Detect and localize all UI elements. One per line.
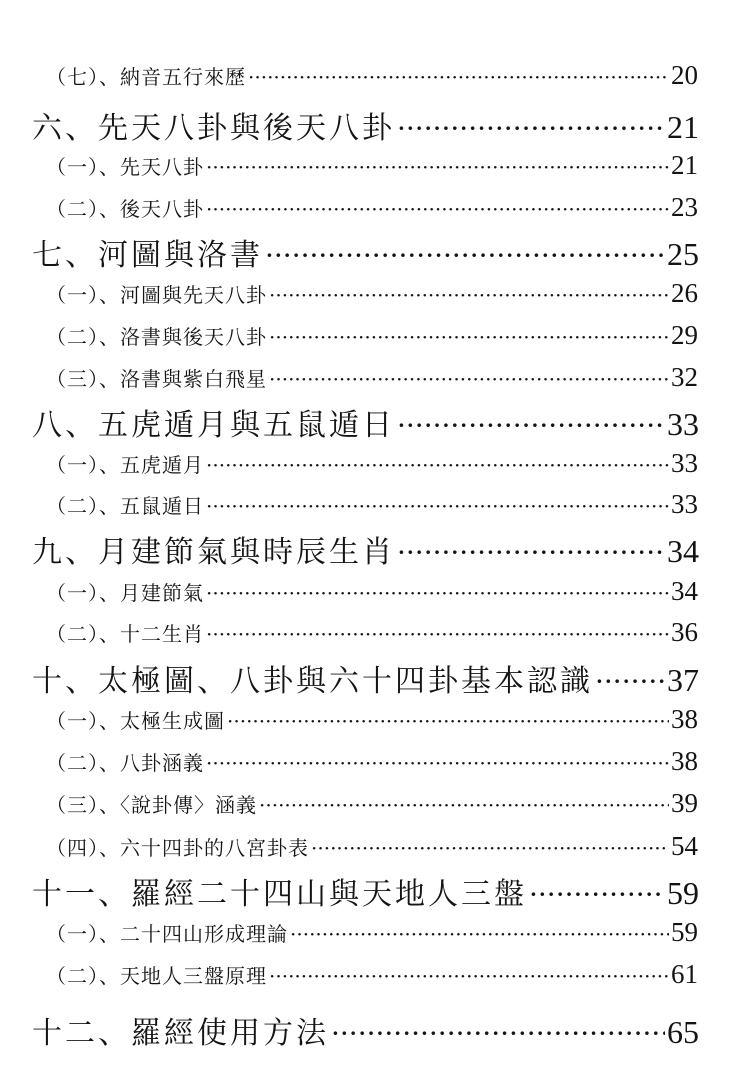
toc-entry-10-3[interactable] <box>46 788 698 819</box>
toc-entry-title: （二）、天地人三盤原理 <box>46 964 267 988</box>
toc-entry-9-2[interactable] <box>46 617 698 648</box>
dot-leader <box>206 197 669 221</box>
toc-entry-page: 32 <box>671 362 698 392</box>
toc-entry-7-1[interactable] <box>46 278 698 309</box>
toc-chapter-page: 37 <box>667 662 699 698</box>
toc-chapter-9[interactable] <box>32 527 699 571</box>
toc-chapter-12[interactable] <box>32 1008 699 1052</box>
toc-entry-title: （二）、五鼠遁日 <box>46 494 204 518</box>
toc-entry-6-1[interactable] <box>46 150 698 181</box>
dot-leader <box>595 664 665 699</box>
dot-leader <box>290 922 669 946</box>
toc-entry-10-4[interactable] <box>46 831 698 862</box>
toc-chapter-page: 21 <box>667 109 699 145</box>
toc-entry-10-1[interactable] <box>46 704 698 735</box>
toc-entry-page: 33 <box>671 489 698 519</box>
dot-leader <box>259 793 669 817</box>
toc-entry-7-7[interactable] <box>46 60 698 91</box>
toc-entry-page: 26 <box>671 278 698 308</box>
toc-chapter-title: 十一、羅經二十四山與天地人三盤 <box>32 877 527 912</box>
toc-entry-page: 21 <box>671 150 698 180</box>
dot-leader <box>269 964 669 988</box>
toc-entry-page: 23 <box>671 192 698 222</box>
dot-leader <box>206 581 669 605</box>
toc-entry-page: 38 <box>671 746 698 776</box>
toc-entry-page: 39 <box>671 788 698 818</box>
dot-leader <box>331 1016 665 1051</box>
toc-chapter-title: 九、月建節氣與時辰生肖 <box>32 535 395 570</box>
toc-entry-page: 34 <box>671 576 698 606</box>
toc-entry-title: （二）、後天八卦 <box>46 197 204 221</box>
toc-entry-title: （一）、太極生成圖 <box>46 709 225 733</box>
toc-entry-title: （一）、二十四山形成理論 <box>46 922 288 946</box>
toc-entry-title: （二）、十二生肖 <box>46 622 204 646</box>
toc-entry-8-2[interactable] <box>46 489 698 520</box>
toc-chapter-title: 十、太極圖、八卦與六十四卦基本認識 <box>32 664 593 699</box>
toc-entry-page: 59 <box>671 917 698 947</box>
toc-entry-title: （三）、洛書與紫白飛星 <box>46 367 267 391</box>
dot-leader <box>206 453 669 477</box>
toc-entry-title: （一）、河圖與先天八卦 <box>46 283 267 307</box>
toc-chapter-11[interactable] <box>32 869 699 913</box>
toc-entry-title: （三）、〈說卦傳〉涵義 <box>46 793 257 817</box>
dot-leader <box>269 283 669 307</box>
toc-entry-page: 33 <box>671 448 698 478</box>
dot-leader <box>529 877 665 912</box>
toc-entry-6-2[interactable] <box>46 192 698 223</box>
toc-entry-10-2[interactable] <box>46 746 698 777</box>
toc-chapter-6[interactable] <box>32 103 699 147</box>
toc-entry-page: 20 <box>671 60 698 90</box>
toc-chapter-page: 34 <box>667 533 699 569</box>
toc-chapter-title: 十二、羅經使用方法 <box>32 1016 329 1051</box>
toc-chapter-8[interactable] <box>32 400 699 444</box>
dot-leader <box>269 367 669 391</box>
toc-entry-7-3[interactable] <box>46 362 698 393</box>
toc-entry-9-1[interactable] <box>46 576 698 607</box>
dot-leader <box>206 494 669 518</box>
toc-entry-page: 38 <box>671 704 698 734</box>
dot-leader <box>206 751 669 775</box>
toc-chapter-title: 八、五虎遁月與五鼠遁日 <box>32 408 395 443</box>
toc-entry-title: （七）、納音五行來歷 <box>46 65 246 89</box>
toc-entry-title: （一）、月建節氣 <box>46 581 204 605</box>
toc-entry-title: （一）、先天八卦 <box>46 155 204 179</box>
dot-leader <box>206 622 669 646</box>
dot-leader <box>248 65 669 89</box>
dot-leader <box>397 535 665 570</box>
toc-entry-title: （四）、六十四卦的八宮卦表 <box>46 836 309 860</box>
toc-chapter-page: 59 <box>667 875 699 911</box>
toc-entry-7-2[interactable] <box>46 320 698 351</box>
toc-chapter-title: 六、先天八卦與後天八卦 <box>32 111 395 146</box>
dot-leader <box>311 836 669 860</box>
toc-chapter-page: 25 <box>667 236 699 272</box>
toc-entry-11-2[interactable] <box>46 959 698 990</box>
toc-entry-page: 61 <box>671 959 698 989</box>
toc-entry-title: （二）、八卦涵義 <box>46 751 204 775</box>
dot-leader <box>397 111 665 146</box>
dot-leader <box>265 238 665 273</box>
toc-chapter-title: 七、河圖與洛書 <box>32 238 263 273</box>
toc-chapter-page: 65 <box>667 1014 699 1050</box>
dot-leader <box>397 408 665 443</box>
dot-leader <box>206 155 669 179</box>
toc-chapter-7[interactable] <box>32 230 699 274</box>
toc-chapter-10[interactable] <box>32 656 699 700</box>
toc-entry-page: 36 <box>671 617 698 647</box>
toc-entry-8-1[interactable] <box>46 448 698 479</box>
toc-chapter-page: 33 <box>667 406 699 442</box>
dot-leader <box>227 709 669 733</box>
toc-entry-11-1[interactable] <box>46 917 698 948</box>
toc-entry-page: 29 <box>671 320 698 350</box>
dot-leader <box>269 325 669 349</box>
toc-entry-title: （一）、五虎遁月 <box>46 453 204 477</box>
toc-entry-page: 54 <box>671 831 698 861</box>
toc-entry-title: （二）、洛書與後天八卦 <box>46 325 267 349</box>
